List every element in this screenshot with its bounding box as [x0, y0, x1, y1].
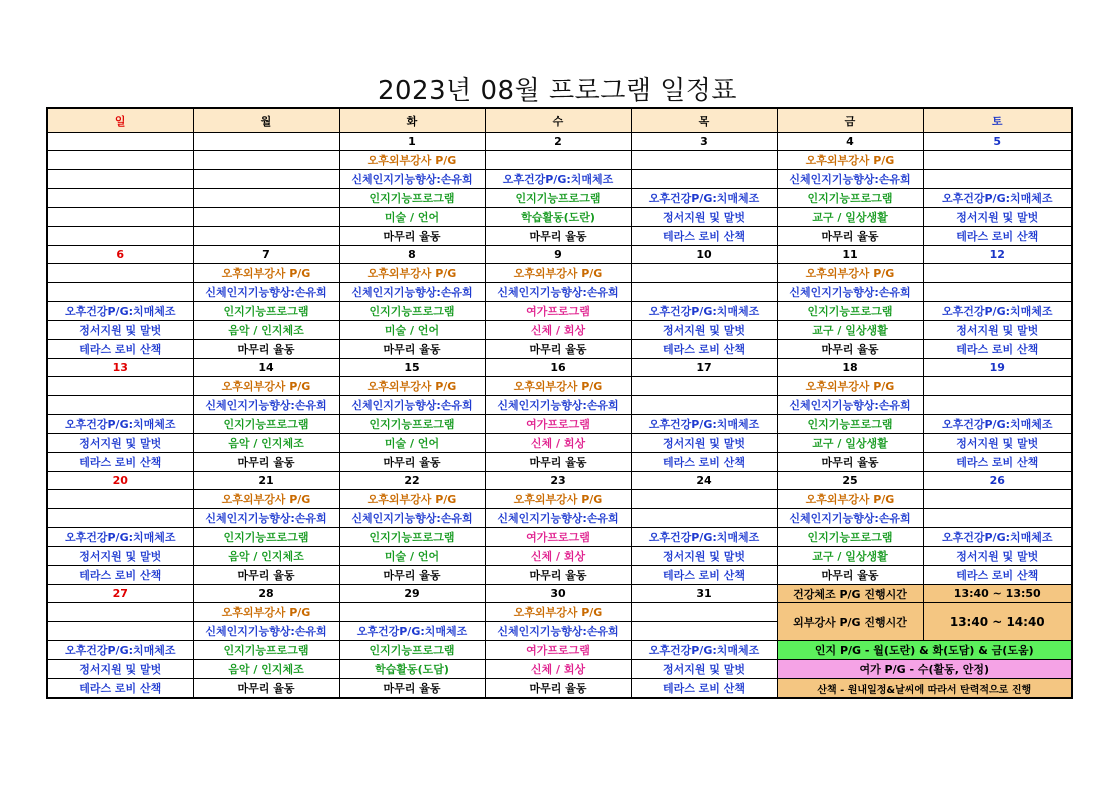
program-line: 마무리 율동 [193, 679, 339, 699]
program-line: 오후외부강사 P/G [193, 377, 339, 396]
weekday-header-tue: 화 [339, 108, 485, 133]
date-number-sun: 27 [47, 585, 193, 603]
program-line: 오후건강P/G:치매체조 [485, 170, 631, 189]
program-line: 신체인지기능향상:손유희 [777, 396, 923, 415]
week-2-date-row [47, 246, 1072, 264]
program-line [923, 509, 1072, 528]
program-line: 교구 / 일상생활 [777, 434, 923, 453]
program-line: 오후외부강사 P/G [777, 490, 923, 509]
date-number-sun [47, 133, 193, 151]
date-number-thu: 17 [631, 359, 777, 377]
program-line: 테라스 로비 산책 [923, 340, 1072, 359]
program-line: 인지기능프로그램 [339, 415, 485, 434]
program-line [631, 603, 777, 622]
program-line: 테라스 로비 산책 [631, 453, 777, 472]
weekday-header-sun: 일 [47, 108, 193, 133]
program-line: 오후건강P/G:치매체조 [47, 641, 193, 660]
program-line: 신체인지기능향상:손유희 [339, 396, 485, 415]
program-line [193, 208, 339, 227]
page-title: 2023년 08월 프로그램 일정표 [377, 76, 738, 106]
week-4-line-4 [47, 547, 1072, 566]
program-line: 오후외부강사 P/G [339, 151, 485, 170]
program-line: 여가프로그램 [485, 415, 631, 434]
program-line: 테라스 로비 산책 [47, 340, 193, 359]
program-line: 정서지원 및 말벗 [631, 547, 777, 566]
program-line: 정서지원 및 말벗 [923, 208, 1072, 227]
program-line: 인지기능프로그램 [339, 302, 485, 321]
legend-outside-label: 외부강사 P/G 진행시간 [777, 603, 923, 641]
week-1-line-4 [47, 208, 1072, 227]
date-number-tue: 1 [339, 133, 485, 151]
date-number-mon: 21 [193, 472, 339, 490]
date-number-mon [193, 133, 339, 151]
program-line: 정서지원 및 말벗 [923, 321, 1072, 340]
program-line [923, 377, 1072, 396]
program-line: 교구 / 일상생활 [777, 547, 923, 566]
program-line: 인지기능프로그램 [777, 302, 923, 321]
program-line: 신체인지기능향상:손유희 [339, 283, 485, 302]
program-line [193, 189, 339, 208]
date-number-mon: 14 [193, 359, 339, 377]
week-2-line-5 [47, 340, 1072, 359]
weekday-header-row [47, 108, 1072, 133]
program-line: 오후외부강사 P/G [339, 377, 485, 396]
program-line: 오후건강P/G:치매체조 [923, 189, 1072, 208]
program-line: 마무리 율동 [339, 340, 485, 359]
weekday-header-wed: 수 [485, 108, 631, 133]
week-4-date-row [47, 472, 1072, 490]
program-line: 테라스 로비 산책 [923, 227, 1072, 246]
week-2-line-2 [47, 283, 1072, 302]
program-line: 테라스 로비 산책 [631, 679, 777, 699]
date-number-sat: 12 [923, 246, 1072, 264]
program-line: 마무리 율동 [485, 679, 631, 699]
program-line [47, 151, 193, 170]
date-number-wed: 23 [485, 472, 631, 490]
program-line: 정서지원 및 말벗 [631, 660, 777, 679]
program-line: 인지기능프로그램 [339, 528, 485, 547]
program-line [47, 227, 193, 246]
legend-leisure: 여가 P/G - 수(활동, 안정) [777, 660, 1072, 679]
program-line: 마무리 율동 [339, 227, 485, 246]
program-line [631, 283, 777, 302]
program-line [485, 151, 631, 170]
week-3-line-3 [47, 415, 1072, 434]
date-number-wed: 9 [485, 246, 631, 264]
date-number-thu: 3 [631, 133, 777, 151]
program-line: 오후외부강사 P/G [485, 603, 631, 622]
program-line: 미술 / 언어 [339, 434, 485, 453]
week-3-date-row [47, 359, 1072, 377]
program-line [631, 396, 777, 415]
program-line: 신체인지기능향상:손유희 [339, 509, 485, 528]
date-number-sat: 19 [923, 359, 1072, 377]
program-line: 테라스 로비 산책 [47, 453, 193, 472]
program-line [631, 622, 777, 641]
program-line: 신체인지기능향상:손유희 [193, 509, 339, 528]
program-line: 정서지원 및 말벗 [631, 208, 777, 227]
program-line: 오후건강P/G:치매체조 [923, 302, 1072, 321]
program-line [47, 377, 193, 396]
program-line [47, 170, 193, 189]
program-line [47, 603, 193, 622]
date-number-tue: 15 [339, 359, 485, 377]
week-1-line-2 [47, 170, 1072, 189]
program-line: 오후외부강사 P/G [193, 490, 339, 509]
program-line: 인지기능프로그램 [339, 641, 485, 660]
program-line: 교구 / 일상생활 [777, 321, 923, 340]
weekday-header-fri: 금 [777, 108, 923, 133]
program-line: 신체인지기능향상:손유희 [485, 509, 631, 528]
week-2-line-3 [47, 302, 1072, 321]
program-line: 정서지원 및 말벗 [631, 321, 777, 340]
program-line [47, 283, 193, 302]
program-line [923, 151, 1072, 170]
program-line [193, 170, 339, 189]
program-line: 오후건강P/G:치매체조 [47, 415, 193, 434]
date-number-wed: 2 [485, 133, 631, 151]
program-line: 인지기능프로그램 [777, 189, 923, 208]
program-line [923, 264, 1072, 283]
program-line: 마무리 율동 [193, 340, 339, 359]
program-line: 테라스 로비 산책 [631, 227, 777, 246]
week-5-line-1 [47, 603, 1072, 622]
date-number-thu: 10 [631, 246, 777, 264]
program-line: 마무리 율동 [339, 679, 485, 699]
program-line: 인지기능프로그램 [193, 528, 339, 547]
program-line: 마무리 율동 [485, 566, 631, 585]
program-line: 마무리 율동 [485, 453, 631, 472]
program-line: 오후외부강사 P/G [193, 264, 339, 283]
program-line: 정서지원 및 말벗 [47, 321, 193, 340]
program-line: 테라스 로비 산책 [47, 566, 193, 585]
program-line: 인지기능프로그램 [339, 189, 485, 208]
week-4-line-5 [47, 566, 1072, 585]
weekday-header-sat: 토 [923, 108, 1072, 133]
week-2-line-1 [47, 264, 1072, 283]
date-number-sun: 6 [47, 246, 193, 264]
week-4-line-2 [47, 509, 1072, 528]
program-line: 테라스 로비 산책 [631, 566, 777, 585]
program-line [631, 490, 777, 509]
schedule-calendar [46, 107, 1073, 699]
program-line: 학습활동(도담) [339, 660, 485, 679]
week-1-line-1 [47, 151, 1072, 170]
legend-health-time: 13:40 ~ 13:50 [923, 585, 1072, 603]
week-5-line-4 [47, 660, 1072, 679]
program-line: 음악 / 인지체조 [193, 434, 339, 453]
program-line: 신체인지기능향상:손유희 [193, 622, 339, 641]
program-line: 교구 / 일상생활 [777, 208, 923, 227]
date-number-sun: 20 [47, 472, 193, 490]
program-line: 오후외부강사 P/G [777, 264, 923, 283]
program-line: 여가프로그램 [485, 528, 631, 547]
program-line [923, 396, 1072, 415]
program-line: 여가프로그램 [485, 302, 631, 321]
program-line [631, 377, 777, 396]
week-5-line-3 [47, 641, 1072, 660]
weekday-header-thu: 목 [631, 108, 777, 133]
date-number-sun: 13 [47, 359, 193, 377]
program-line: 음악 / 인지체조 [193, 660, 339, 679]
program-line [193, 151, 339, 170]
program-line: 오후건강P/G:치매체조 [631, 302, 777, 321]
calendar-body [47, 133, 1072, 699]
program-line [923, 283, 1072, 302]
program-line: 정서지원 및 말벗 [923, 547, 1072, 566]
program-line: 오후외부강사 P/G [485, 377, 631, 396]
program-line [923, 490, 1072, 509]
date-number-fri: 18 [777, 359, 923, 377]
date-number-wed: 16 [485, 359, 631, 377]
program-line: 테라스 로비 산책 [47, 679, 193, 699]
program-line: 신체인지기능향상:손유희 [339, 170, 485, 189]
date-number-fri: 11 [777, 246, 923, 264]
program-line: 신체 / 회상 [485, 434, 631, 453]
program-line: 마무리 율동 [485, 340, 631, 359]
program-line: 오후외부강사 P/G [777, 377, 923, 396]
program-line: 신체인지기능향상:손유희 [777, 283, 923, 302]
week-1-date-row [47, 133, 1072, 151]
program-line: 오후건강P/G:치매체조 [923, 415, 1072, 434]
program-line: 마무리 율동 [485, 227, 631, 246]
legend-outside-time: 13:40 ~ 14:40 [923, 603, 1072, 641]
program-line: 음악 / 인지체조 [193, 321, 339, 340]
program-line: 오후건강P/G:치매체조 [631, 528, 777, 547]
program-line: 인지기능프로그램 [777, 415, 923, 434]
program-line [923, 170, 1072, 189]
program-line: 신체인지기능향상:손유희 [777, 170, 923, 189]
date-number-sat: 26 [923, 472, 1072, 490]
week-3-line-2 [47, 396, 1072, 415]
program-line: 정서지원 및 말벗 [47, 660, 193, 679]
program-line [47, 396, 193, 415]
program-line: 정서지원 및 말벗 [47, 547, 193, 566]
week-3-line-1 [47, 377, 1072, 396]
program-line: 마무리 율동 [777, 453, 923, 472]
program-line: 오후외부강사 P/G [485, 264, 631, 283]
program-line: 정서지원 및 말벗 [631, 434, 777, 453]
program-line: 마무리 율동 [777, 566, 923, 585]
program-line: 오후외부강사 P/G [339, 264, 485, 283]
legend-walk: 산책 - 원내일정&날씨에 따라서 탄력적으로 진행 [777, 679, 1072, 699]
program-line [47, 622, 193, 641]
program-line: 인지기능프로그램 [193, 641, 339, 660]
program-line: 오후외부강사 P/G [339, 490, 485, 509]
program-line: 오후외부강사 P/G [485, 490, 631, 509]
program-line: 신체인지기능향상:손유희 [193, 396, 339, 415]
program-line: 오후건강P/G:치매체조 [923, 528, 1072, 547]
program-line [47, 264, 193, 283]
program-line: 신체인지기능향상:손유희 [485, 396, 631, 415]
program-line: 학습활동(도란) [485, 208, 631, 227]
program-line: 신체 / 회상 [485, 547, 631, 566]
program-line: 신체 / 회상 [485, 321, 631, 340]
date-number-tue: 29 [339, 585, 485, 603]
program-line: 정서지원 및 말벗 [923, 434, 1072, 453]
week-3-line-5 [47, 453, 1072, 472]
program-line: 신체 / 회상 [485, 660, 631, 679]
program-line: 신체인지기능향상:손유희 [777, 509, 923, 528]
program-line [631, 264, 777, 283]
program-line: 인지기능프로그램 [777, 528, 923, 547]
date-number-fri: 25 [777, 472, 923, 490]
date-number-thu: 24 [631, 472, 777, 490]
date-number-tue: 22 [339, 472, 485, 490]
program-line: 테라스 로비 산책 [923, 566, 1072, 585]
program-line: 테라스 로비 산책 [631, 340, 777, 359]
program-line: 오후건강P/G:치매체조 [631, 189, 777, 208]
program-line: 오후외부강사 P/G [193, 603, 339, 622]
program-line: 미술 / 언어 [339, 321, 485, 340]
program-line [631, 509, 777, 528]
week-3-line-4 [47, 434, 1072, 453]
program-line: 마무리 율동 [339, 453, 485, 472]
program-line: 음악 / 인지체조 [193, 547, 339, 566]
program-line: 여가프로그램 [485, 641, 631, 660]
program-line: 마무리 율동 [777, 227, 923, 246]
program-line: 신체인지기능향상:손유희 [485, 283, 631, 302]
legend-cognitive: 인지 P/G - 월(도란) & 화(도담) & 금(도움) [777, 641, 1072, 660]
date-number-wed: 30 [485, 585, 631, 603]
program-line: 미술 / 언어 [339, 547, 485, 566]
program-line: 오후건강P/G:치매체조 [47, 302, 193, 321]
week-2-line-4 [47, 321, 1072, 340]
weekday-header-mon: 월 [193, 108, 339, 133]
program-line: 오후건강P/G:치매체조 [631, 415, 777, 434]
program-line: 마무리 율동 [777, 340, 923, 359]
program-line [339, 603, 485, 622]
program-line: 인지기능프로그램 [193, 415, 339, 434]
program-line [631, 151, 777, 170]
program-line: 신체인지기능향상:손유희 [485, 622, 631, 641]
program-line: 마무리 율동 [193, 566, 339, 585]
date-number-mon: 28 [193, 585, 339, 603]
program-line: 미술 / 언어 [339, 208, 485, 227]
program-line: 인지기능프로그램 [485, 189, 631, 208]
date-number-fri: 4 [777, 133, 923, 151]
week-1-line-5 [47, 227, 1072, 246]
week-1-line-3 [47, 189, 1072, 208]
date-number-tue: 8 [339, 246, 485, 264]
program-line [47, 189, 193, 208]
week-4-line-1 [47, 490, 1072, 509]
legend-health-label: 건강체조 P/G 진행시간 [777, 585, 923, 603]
program-line [47, 509, 193, 528]
date-number-mon: 7 [193, 246, 339, 264]
program-line [47, 208, 193, 227]
program-line: 인지기능프로그램 [193, 302, 339, 321]
program-line: 테라스 로비 산책 [923, 453, 1072, 472]
program-line: 오후건강P/G:치매체조 [339, 622, 485, 641]
program-line: 신체인지기능향상:손유희 [193, 283, 339, 302]
program-line [47, 490, 193, 509]
week-5-line-5 [47, 679, 1072, 699]
date-number-thu: 31 [631, 585, 777, 603]
program-line: 마무리 율동 [193, 453, 339, 472]
program-line: 오후건강P/G:치매체조 [47, 528, 193, 547]
program-line: 정서지원 및 말벗 [47, 434, 193, 453]
program-line: 오후건강P/G:치매체조 [631, 641, 777, 660]
program-line [631, 170, 777, 189]
date-number-sat: 5 [923, 133, 1072, 151]
week-4-line-3 [47, 528, 1072, 547]
program-line: 오후외부강사 P/G [777, 151, 923, 170]
program-line: 마무리 율동 [339, 566, 485, 585]
week-5-date-row [47, 585, 1072, 603]
program-line [193, 227, 339, 246]
